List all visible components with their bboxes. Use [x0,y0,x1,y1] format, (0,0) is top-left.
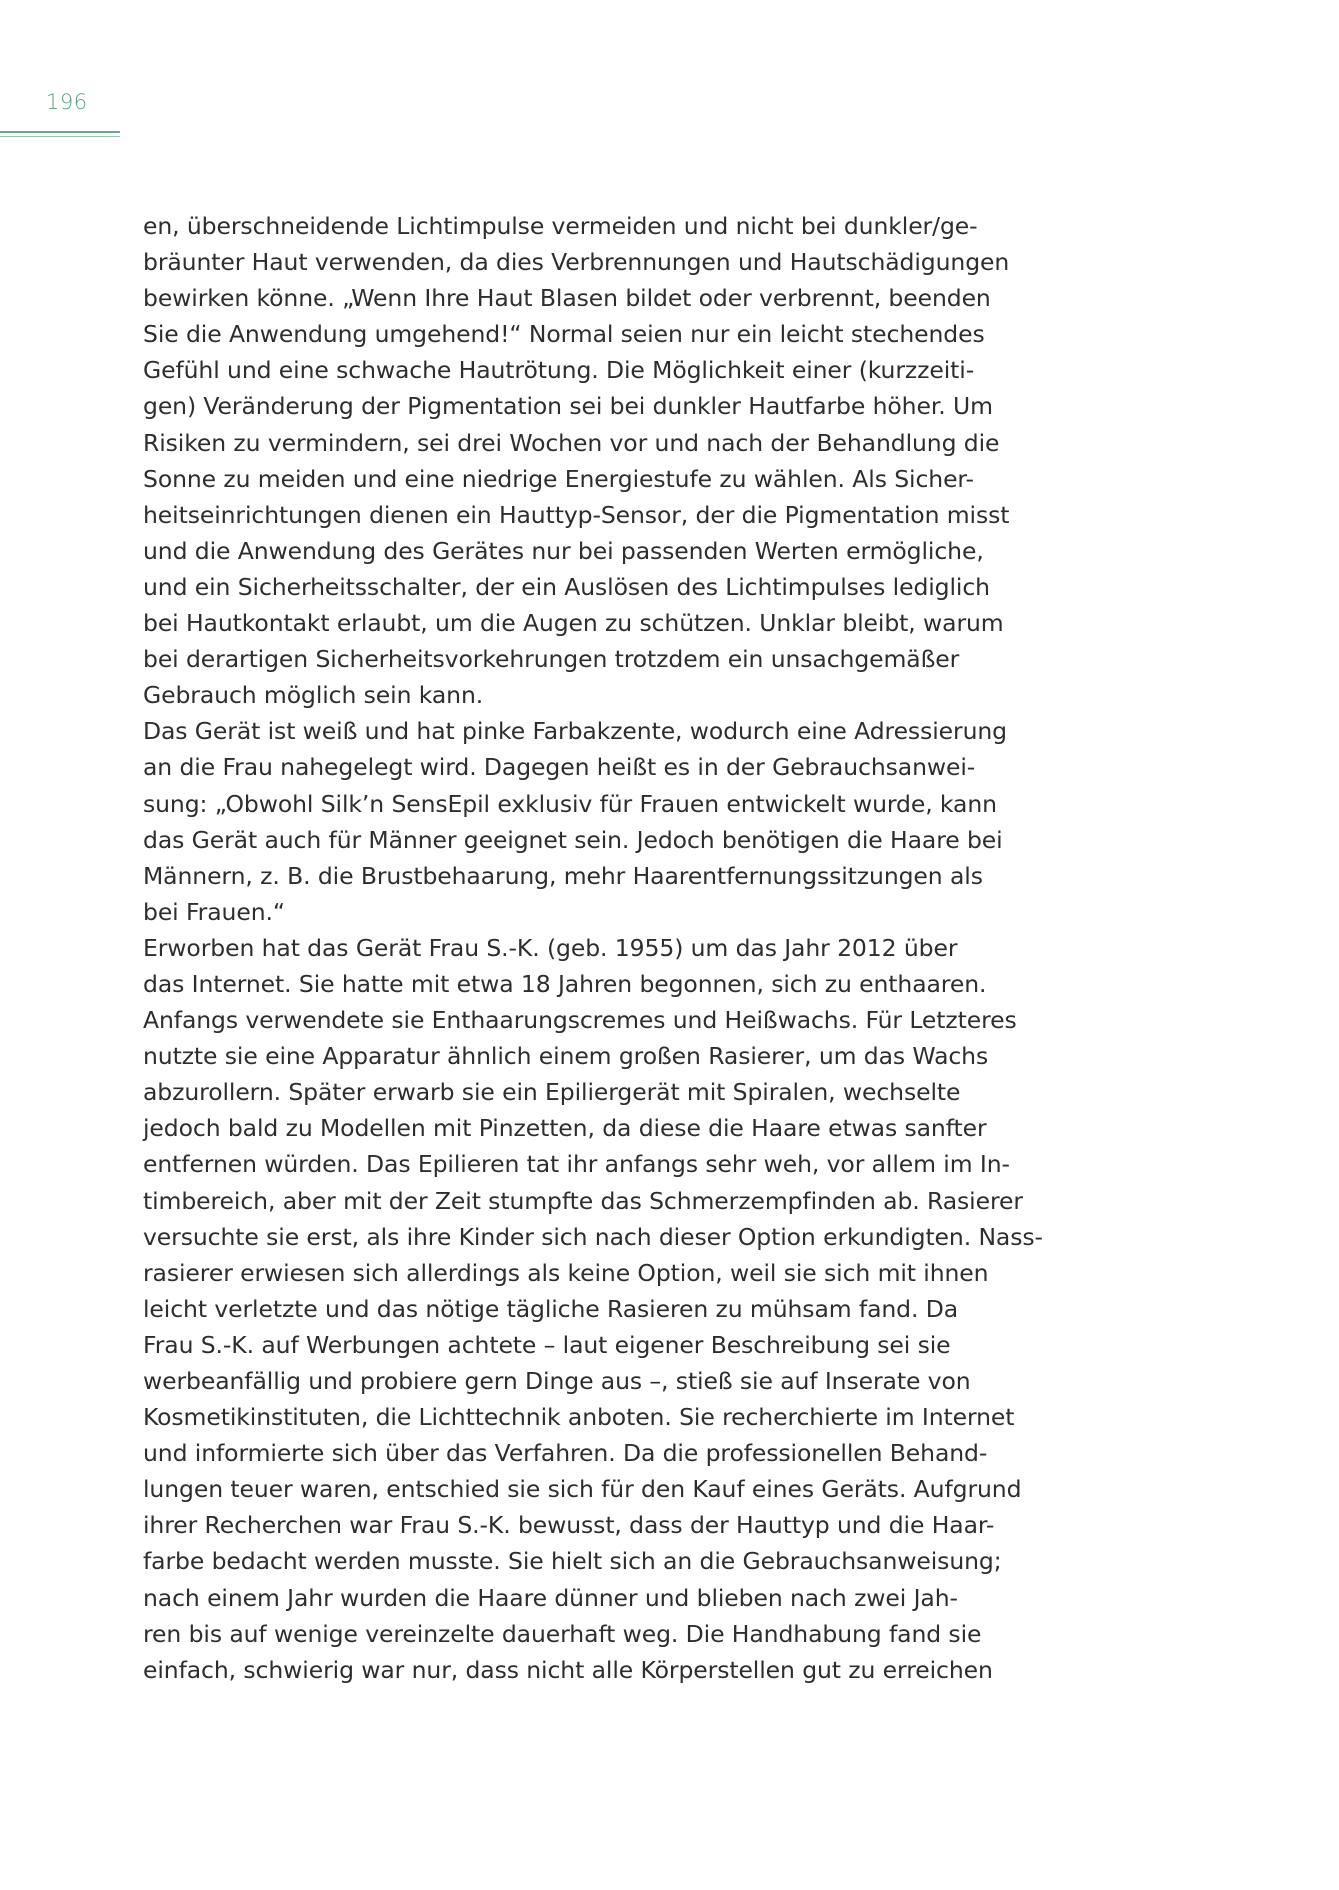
text-line: Kosmetikinstituten, die Lichttechnik anboten. Sie recherchierte im Internet [143,1403,1015,1432]
text-line: lungen teuer waren, entschied sie sich für den Kauf eines Geräts. Aufgrund [143,1475,1022,1504]
text-line: Sonne zu meiden und eine niedrige Energiestufe zu wählen. Als Sicher- [143,464,974,493]
text-line: das Internet. Sie hatte mit etwa 18 Jahren begonnen, sich zu enthaaren. [143,969,987,998]
header-rule-thin [0,136,120,137]
text-line: entfernen würden. Das Epilieren tat ihr anfangs sehr weh, vor allem im In- [143,1150,1010,1179]
text-line: Frau S.-K. auf Werbungen achtete – laut eigener Beschreibung sei sie [143,1330,951,1359]
text-line: Erworben hat das Gerät Frau S.-K. (geb. 1955) um das Jahr 2012 über [143,933,958,962]
text-line: bei derartigen Sicherheitsvorkehrungen trotzdem ein unsachgemäßer [143,645,960,674]
text-line: Gefühl und eine schwache Hautrötung. Die Möglichkeit einer (kurzzeiti- [143,356,975,385]
text-line: und ein Sicherheitsschalter, der ein Auslösen des Lichtimpulses lediglich [143,572,990,601]
text-line: ren bis auf wenige vereinzelte dauerhaft weg. Die Handhabung fand sie [143,1619,982,1648]
text-line: bewirken könne. „Wenn Ihre Haut Blasen bildet oder verbrennt, beenden [143,284,991,313]
text-line: leicht verletzte und das nötige tägliche Rasieren zu mühsam fand. Da [143,1294,959,1323]
header-rule [0,131,120,133]
text-line: sung: „Obwohl Silk’n SensEpil exklusiv für Frauen entwickelt wurde, kann [143,789,997,818]
text-line: Gebrauch möglich sein kann. [143,681,484,710]
text-line: werbeanfällig und probiere gern Dinge aus –, stieß sie auf Inserate von [143,1367,971,1395]
text-line: Anfangs verwendete sie Enthaarungscremes und Heißwachs. Für Letzteres [143,1006,1017,1035]
text-line: timbereich, aber mit der Zeit stumpfte das Schmerzempfinden ab. Rasierer [143,1186,1023,1215]
text-line: bei Frauen.“ [143,897,285,926]
text-line: versuchte sie erst, als ihre Kinder sich nach dieser Option erkundigten. Nass- [143,1222,1043,1251]
text-line: Risiken zu vermindern, sei drei Wochen vor und nach der Behandlung die [143,428,1000,457]
text-line: jedoch bald zu Modellen mit Pinzetten, da diese die Haare etwas sanfter [143,1114,987,1143]
text-line: en, überschneidende Lichtimpulse vermeiden und nicht bei dunkler/ge- [143,212,978,240]
text-line: und die Anwendung des Gerätes nur bei passenden Werten ermögliche, [143,536,984,565]
body-text [143,208,1043,1688]
text-line: rasierer erwiesen sich allerdings als keine Option, weil sie sich mit ihnen [143,1258,989,1287]
text-line: abzurollern. Später erwarb sie ein Epiliergerät mit Spiralen, wechselte [143,1078,961,1107]
text-line: ihrer Recherchen war Frau S.-K. bewusst, dass der Hauttyp und die Haar- [143,1511,995,1540]
text-line: nutzte sie eine Apparatur ähnlich einem großen Rasierer, um das Wachs [143,1042,989,1071]
page-number: 196 [46,90,88,114]
text-line: nach einem Jahr wurden die Haare dünner und blieben nach zwei Jah- [143,1583,958,1612]
text-line: bräunter Haut verwenden, da dies Verbrennungen und Hautschädigungen [143,248,1010,277]
text-line: und informierte sich über das Verfahren. Da die professionellen Behand- [143,1439,988,1468]
text-line: heitseinrichtungen dienen ein Hauttyp-Sensor, der die Pigmentation misst [143,500,1010,529]
text-line: Männern, z. B. die Brustbehaarung, mehr Haarentfernungssitzungen als [143,861,983,890]
text-line: einfach, schwierig war nur, dass nicht alle Körperstellen gut zu erreichen [143,1655,993,1684]
text-line: Das Gerät ist weiß und hat pinke Farbakzente, wodurch eine Adressierung [143,717,1007,746]
text-line: gen) Veränderung der Pigmentation sei bei dunkler Hautfarbe höher. Um [143,392,993,421]
text-line: das Gerät auch für Männer geeignet sein. Jedoch benötigen die Haare bei [143,825,1003,854]
text-line: an die Frau nahegelegt wird. Dagegen heißt es in der Gebrauchsanwei- [143,753,976,782]
text-line: bei Hautkontakt erlaubt, um die Augen zu schützen. Unklar bleibt, warum [143,609,1004,638]
text-line: farbe bedacht werden musste. Sie hielt sich an die Gebrauchsanweisung; [143,1547,1002,1576]
text-line: Sie die Anwendung umgehend!“ Normal seien nur ein leicht stechendes [143,320,985,349]
